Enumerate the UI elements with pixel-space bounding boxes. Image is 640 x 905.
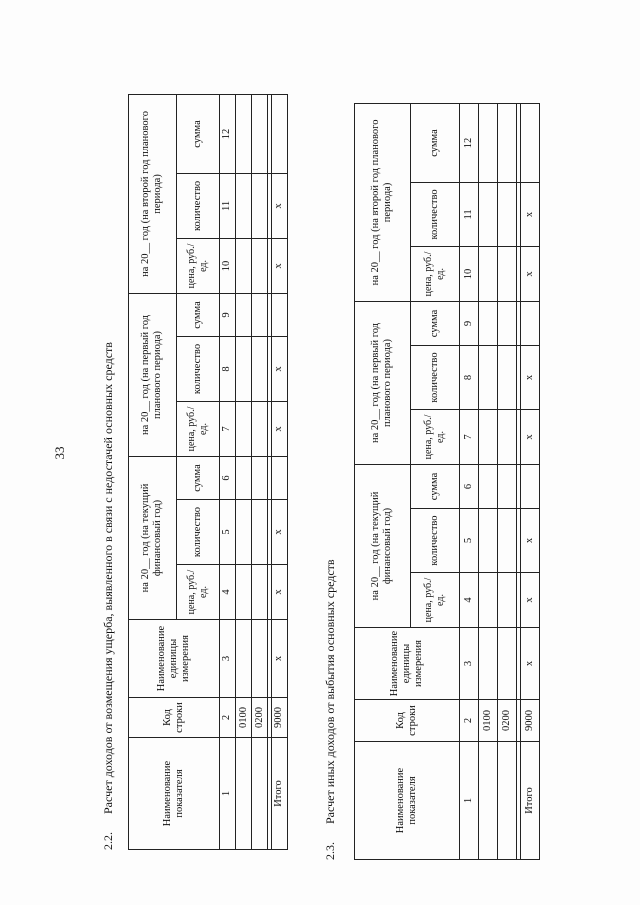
row-cell: x xyxy=(271,401,287,456)
column-numbers-row xyxy=(219,94,235,849)
header-period-second: на 20__ год (на второй год планового периода) xyxy=(355,103,411,301)
row-cell: x xyxy=(521,345,540,409)
income-table xyxy=(354,103,540,860)
header-period-current: на 20__ год (на текущий финансовый год) xyxy=(129,456,177,619)
column-number: 12 xyxy=(460,103,479,182)
row-cell: x xyxy=(271,500,287,565)
row-cell: x xyxy=(271,620,287,698)
header-quantity: количество xyxy=(176,500,219,565)
row-code: 0100 xyxy=(479,700,498,742)
section-2-3 xyxy=(318,50,548,860)
row-cell xyxy=(479,182,498,246)
column-number: 11 xyxy=(219,173,235,238)
column-number: 7 xyxy=(460,409,479,464)
row-cell xyxy=(271,293,287,336)
row-cell xyxy=(479,345,498,409)
row-cell xyxy=(235,293,251,336)
header-quantity: количество xyxy=(410,509,460,573)
section-heading xyxy=(318,50,342,860)
header-price: цена, руб./ед. xyxy=(410,246,460,301)
header-indicator: Наименование показателя xyxy=(129,738,220,850)
row-cell xyxy=(521,103,540,182)
row-cell xyxy=(498,301,517,345)
row-cell xyxy=(479,103,498,182)
table-body xyxy=(129,94,288,849)
row-cell: x xyxy=(271,336,287,401)
header-period-current: на 20__ год (на текущий финансовый год) xyxy=(355,464,411,627)
table-row xyxy=(271,94,287,849)
row-cell xyxy=(479,464,498,508)
header-period-first: на 20__ год (на первый год планового периода) xyxy=(129,293,177,456)
column-number: 5 xyxy=(219,500,235,565)
column-number: 7 xyxy=(219,401,235,456)
column-number: 11 xyxy=(460,182,479,246)
row-cell xyxy=(498,246,517,301)
row-cell xyxy=(252,620,268,698)
row-cell xyxy=(252,173,268,238)
column-number: 3 xyxy=(219,620,235,698)
column-number: 4 xyxy=(460,573,479,628)
table-body xyxy=(355,103,540,859)
row-cell: x xyxy=(271,238,287,293)
row-cell: x xyxy=(271,173,287,238)
header-unit: Наименование единицы измерения xyxy=(355,628,460,700)
row-cell xyxy=(498,182,517,246)
row-code: 0100 xyxy=(235,698,251,738)
row-name xyxy=(235,738,251,850)
row-cell xyxy=(479,573,498,628)
row-cell xyxy=(498,103,517,182)
column-number: 4 xyxy=(219,565,235,620)
header-sum: сумма xyxy=(176,94,219,173)
column-number: 10 xyxy=(219,238,235,293)
row-cell xyxy=(235,401,251,456)
row-code: 0200 xyxy=(252,698,268,738)
column-number: 2 xyxy=(219,698,235,738)
column-number: 1 xyxy=(219,738,235,850)
row-cell xyxy=(498,573,517,628)
table-row xyxy=(252,94,268,849)
column-number: 6 xyxy=(460,464,479,508)
column-number: 1 xyxy=(460,742,479,860)
row-cell xyxy=(479,409,498,464)
page-number: 33 xyxy=(52,446,67,460)
column-numbers-row xyxy=(460,103,479,859)
row-code: 0200 xyxy=(498,700,517,742)
header-code: Код строки xyxy=(129,698,220,738)
table-row xyxy=(498,103,517,859)
row-cell xyxy=(498,464,517,508)
header-quantity: количество xyxy=(410,345,460,409)
row-code: 9000 xyxy=(521,700,540,742)
row-cell xyxy=(498,509,517,573)
header-price: цена, руб./ед. xyxy=(176,238,219,293)
row-name xyxy=(479,742,498,860)
header-period-first: на 20__ год (на первый год планового периода) xyxy=(355,301,411,464)
header-quantity: количество xyxy=(410,182,460,246)
header-sum: сумма xyxy=(410,301,460,345)
row-cell xyxy=(252,565,268,620)
column-number: 12 xyxy=(219,94,235,173)
row-cell xyxy=(479,301,498,345)
row-cell xyxy=(235,620,251,698)
header-sum: сумма xyxy=(176,293,219,336)
row-cell xyxy=(235,94,251,173)
row-cell xyxy=(252,94,268,173)
row-cell: x xyxy=(521,246,540,301)
row-cell: x xyxy=(521,409,540,464)
header-sum: сумма xyxy=(410,103,460,182)
header-price: цена, руб./ед. xyxy=(176,565,219,620)
header-sum: сумма xyxy=(176,456,219,499)
column-number: 8 xyxy=(219,336,235,401)
table-row xyxy=(479,103,498,859)
row-cell: x xyxy=(521,182,540,246)
header-indicator: Наименование показателя xyxy=(355,742,460,860)
row-cell xyxy=(498,409,517,464)
row-cell xyxy=(271,456,287,499)
row-cell xyxy=(479,628,498,700)
section-number: 2.3. xyxy=(323,842,337,860)
row-cell xyxy=(235,500,251,565)
row-cell xyxy=(271,94,287,173)
row-cell xyxy=(252,500,268,565)
row-code: 9000 xyxy=(271,698,287,738)
header-price: цена, руб./ед. xyxy=(410,573,460,628)
column-number: 9 xyxy=(460,301,479,345)
row-cell xyxy=(235,456,251,499)
section-title: Расчет иных доходов от выбытия основных средств xyxy=(323,559,337,824)
table-row xyxy=(521,103,540,859)
row-cell xyxy=(252,238,268,293)
header-row xyxy=(355,103,411,859)
header-row xyxy=(129,94,177,849)
row-cell: x xyxy=(521,628,540,700)
row-cell xyxy=(479,246,498,301)
row-cell xyxy=(521,301,540,345)
row-name: Итого xyxy=(521,742,540,860)
row-name xyxy=(498,742,517,860)
row-cell: x xyxy=(271,565,287,620)
header-code: Код строки xyxy=(355,700,460,742)
section-number: 2.2. xyxy=(101,832,115,850)
row-cell xyxy=(252,456,268,499)
column-number: 3 xyxy=(460,628,479,700)
section-title: Расчет доходов от возмещения ущерба, выявленного в связи с недостачей основных средств xyxy=(101,342,115,814)
row-cell xyxy=(252,401,268,456)
column-number: 9 xyxy=(219,293,235,336)
table-row xyxy=(235,94,251,849)
header-price: цена, руб./ед. xyxy=(176,401,219,456)
row-cell xyxy=(235,238,251,293)
column-number: 6 xyxy=(219,456,235,499)
row-cell xyxy=(252,293,268,336)
income-table xyxy=(128,94,288,850)
row-name xyxy=(252,738,268,850)
row-cell xyxy=(521,464,540,508)
section-heading xyxy=(96,50,120,850)
header-period-second: на 20__ год (на второй год планового периода) xyxy=(129,94,177,293)
header-unit: Наименование единицы измерения xyxy=(129,620,220,698)
header-price: цена, руб./ед. xyxy=(410,409,460,464)
header-quantity: количество xyxy=(176,173,219,238)
row-cell xyxy=(235,336,251,401)
column-number: 10 xyxy=(460,246,479,301)
column-number: 8 xyxy=(460,345,479,409)
row-cell xyxy=(498,345,517,409)
row-name: Итого xyxy=(271,738,287,850)
row-cell xyxy=(235,173,251,238)
row-cell xyxy=(235,565,251,620)
row-cell: x xyxy=(521,573,540,628)
column-number: 5 xyxy=(460,509,479,573)
row-cell xyxy=(252,336,268,401)
column-number: 2 xyxy=(460,700,479,742)
row-cell xyxy=(498,628,517,700)
section-2-2 xyxy=(96,50,296,850)
row-cell xyxy=(479,509,498,573)
row-cell: x xyxy=(521,509,540,573)
header-quantity: количество xyxy=(176,336,219,401)
header-sum: сумма xyxy=(410,464,460,508)
